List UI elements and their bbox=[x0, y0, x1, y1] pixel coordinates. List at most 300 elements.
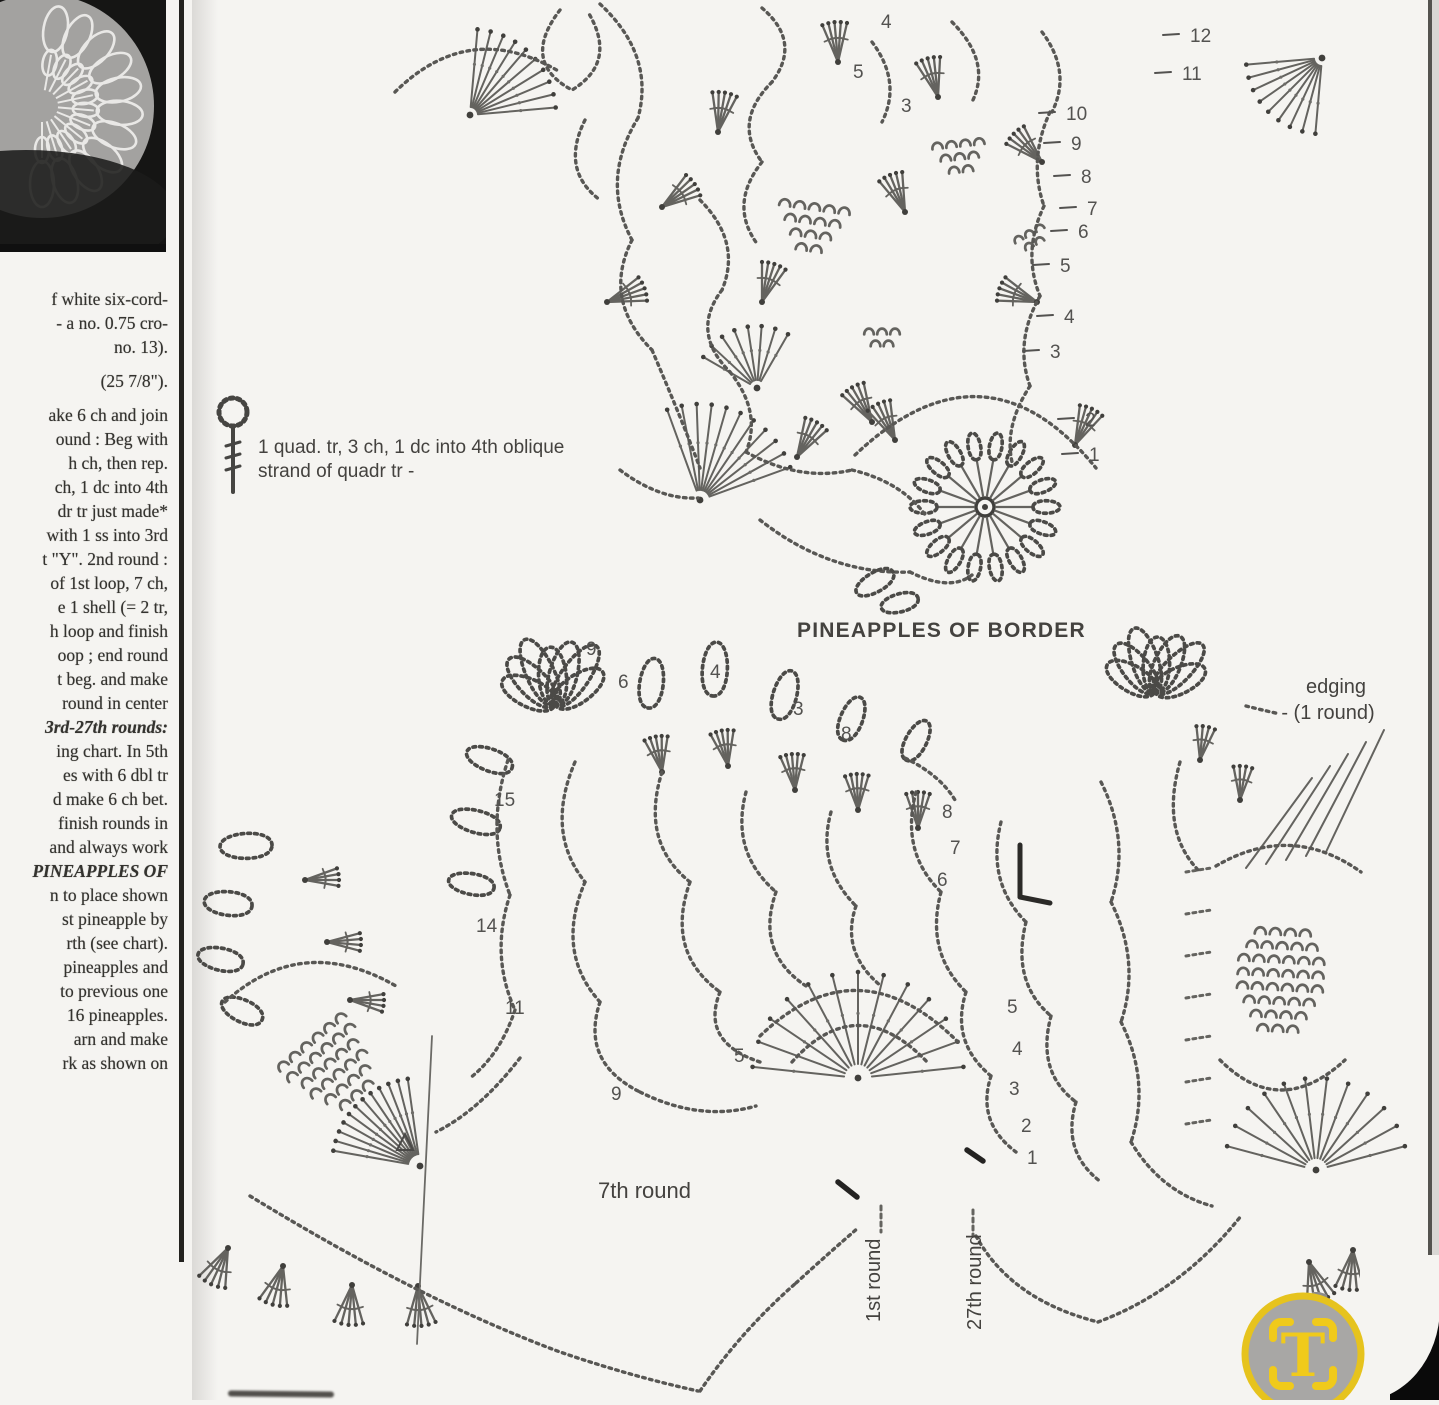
scanner-logo bbox=[1240, 1292, 1368, 1400]
magazine-text-line: ound : Beg with bbox=[0, 427, 168, 451]
stitch-dot bbox=[1334, 1116, 1337, 1119]
pineapple-scale bbox=[1272, 1025, 1283, 1032]
stitch-dot bbox=[375, 1133, 378, 1136]
stitch-dot bbox=[1403, 1144, 1408, 1149]
stitch-dot bbox=[475, 27, 480, 32]
round-number-label: 5 bbox=[1060, 256, 1071, 277]
stitch-dot bbox=[271, 1303, 275, 1307]
pineapple-scale bbox=[1261, 941, 1272, 948]
stitch-dot bbox=[792, 1070, 795, 1073]
pineapple-scale bbox=[1283, 956, 1294, 963]
pineapple-scale bbox=[357, 1063, 370, 1075]
flower-spoke bbox=[977, 460, 983, 496]
stitch-dot bbox=[892, 437, 898, 443]
pineapple-scale bbox=[296, 1060, 309, 1072]
pineapple-scale bbox=[342, 1022, 355, 1034]
pineapple-scale bbox=[319, 1041, 332, 1053]
stitch-dot bbox=[1319, 55, 1326, 62]
stitch-dot bbox=[1295, 1116, 1298, 1119]
stitch-dot bbox=[725, 763, 731, 769]
round-number-label: 7 bbox=[950, 838, 961, 859]
round-number-label: 11 bbox=[505, 998, 525, 1019]
stitch-dot bbox=[915, 825, 921, 831]
chain-stitch-arc bbox=[827, 812, 856, 906]
stitch-dot bbox=[377, 1086, 382, 1091]
stitch-dot bbox=[921, 1070, 924, 1073]
stitch-dot bbox=[726, 728, 730, 732]
round-number-label: 6 bbox=[1078, 222, 1089, 243]
stitch-dot bbox=[679, 403, 684, 408]
stitch-dot bbox=[802, 753, 806, 757]
stitch-dot bbox=[660, 734, 664, 738]
pineapple-scale bbox=[361, 1078, 374, 1090]
pineapple-scale bbox=[1253, 955, 1264, 962]
magazine-text-line: ch, 1 dc into 4th bbox=[0, 475, 168, 499]
long-spoke bbox=[1286, 754, 1348, 860]
stitch-dot bbox=[720, 334, 725, 339]
stitch-dot bbox=[396, 1079, 401, 1084]
pineapple-scale bbox=[884, 341, 894, 347]
stitch-dot bbox=[353, 1104, 358, 1109]
stitch-dot bbox=[997, 286, 1001, 290]
stitch-dot bbox=[745, 324, 750, 329]
treble-crossbar bbox=[407, 1308, 416, 1310]
stitch-dot bbox=[783, 268, 787, 272]
pineapple-scale bbox=[1285, 929, 1296, 936]
chain-dash bbox=[1186, 1078, 1211, 1082]
stitch-dot bbox=[1262, 1092, 1267, 1097]
pineapple-scale bbox=[346, 1073, 359, 1085]
pineapple-scale bbox=[1291, 943, 1302, 950]
stitch-dot bbox=[904, 792, 908, 796]
stitch-dot bbox=[1022, 124, 1026, 128]
round-number-label: 2 bbox=[1021, 1116, 1032, 1137]
pineapple-scale bbox=[871, 341, 881, 347]
stitch-dot bbox=[732, 728, 736, 732]
pineapple-scale bbox=[343, 1057, 356, 1069]
seventh-round-label: 7th round bbox=[598, 1178, 691, 1203]
stitch-dot bbox=[1251, 88, 1256, 93]
number-tick bbox=[1039, 112, 1055, 113]
stitch-dot bbox=[1004, 142, 1008, 146]
pineapple-scale bbox=[1252, 982, 1263, 989]
round-number-label: 1 bbox=[1089, 445, 1100, 466]
pineapple-scale bbox=[331, 1067, 344, 1079]
flower-spoke bbox=[940, 511, 975, 524]
stitch-dot bbox=[778, 264, 782, 268]
stitch-dot bbox=[642, 286, 646, 290]
round-number-label: 3 bbox=[1050, 342, 1061, 363]
stitch-dot bbox=[1207, 725, 1211, 729]
stitch-dot bbox=[1201, 724, 1205, 728]
stitch-dot bbox=[358, 949, 362, 953]
bold-start-mark bbox=[838, 1182, 857, 1197]
stitch-dot bbox=[488, 66, 491, 69]
stitch-dot bbox=[1316, 102, 1319, 105]
round-number-label: 9 bbox=[586, 639, 597, 660]
stitch-dot bbox=[730, 451, 733, 454]
stitch-dot bbox=[790, 752, 794, 756]
round-number-label: 9 bbox=[611, 1084, 622, 1105]
stitch-dot bbox=[1238, 764, 1242, 768]
pineapple-scale bbox=[310, 1030, 323, 1042]
pineapple-scale bbox=[276, 1059, 289, 1071]
pineapple-scale bbox=[1255, 927, 1266, 934]
scan-smudge bbox=[228, 1390, 334, 1397]
flower-petal bbox=[1021, 536, 1043, 556]
stitch-dot bbox=[855, 807, 861, 813]
stitch-dot bbox=[760, 260, 764, 264]
pineapple-scale bbox=[940, 154, 951, 161]
stitch-dot bbox=[553, 105, 558, 110]
flower-petal bbox=[1030, 520, 1056, 535]
stitch-dot bbox=[856, 1012, 859, 1015]
flower-petal bbox=[1030, 479, 1056, 494]
stitch-dot bbox=[766, 260, 770, 264]
chain-stitch-arc bbox=[792, 1025, 929, 1064]
stitch-dot bbox=[337, 1129, 342, 1134]
flower-spoke bbox=[995, 491, 1030, 504]
magazine-text-line: - a no. 0.75 cro- bbox=[0, 311, 168, 335]
chain-stitch-arc bbox=[640, 1092, 756, 1112]
stitch-dot bbox=[1237, 797, 1243, 803]
magazine-text-line: ing chart. In 5th bbox=[0, 739, 168, 763]
stitch-dot bbox=[341, 1120, 346, 1125]
stitch-dot bbox=[359, 937, 363, 941]
chain-stitch-arc bbox=[760, 520, 910, 572]
edging-label: edging bbox=[1306, 676, 1366, 698]
stitch-dot bbox=[729, 92, 733, 96]
stitch-dot bbox=[1333, 1284, 1337, 1288]
fan-spoke bbox=[761, 334, 788, 381]
stitch-dot bbox=[405, 1112, 408, 1115]
fan-spoke bbox=[682, 406, 698, 490]
flower-petal bbox=[946, 442, 964, 466]
stitch-dot bbox=[1368, 1154, 1371, 1157]
stitch-dot bbox=[1246, 75, 1251, 80]
magazine-text-line: arn and make bbox=[0, 1027, 168, 1051]
stitch-dot bbox=[796, 752, 800, 756]
stitch-dot bbox=[644, 292, 648, 296]
magazine-text-line: e 1 shell (= 2 tr, bbox=[0, 595, 168, 619]
pineapple-scale bbox=[810, 245, 822, 253]
chain-stitch-arc bbox=[1072, 1102, 1101, 1182]
stitch-dot bbox=[285, 1304, 289, 1308]
stitch-dot bbox=[488, 29, 493, 34]
pineapple-scale bbox=[954, 153, 965, 160]
stitch-dot bbox=[855, 1075, 862, 1082]
stitch-dot bbox=[754, 385, 761, 392]
stitch-dot bbox=[1303, 1076, 1308, 1081]
pineapple-scale bbox=[968, 151, 979, 158]
fan-spoke bbox=[697, 404, 700, 490]
flower-center-dot bbox=[982, 504, 988, 510]
stitch-dot bbox=[495, 70, 498, 73]
chain-stitch-arc bbox=[470, 1010, 515, 1078]
stitch-dot bbox=[1356, 1131, 1359, 1134]
flower-spoke bbox=[993, 476, 1021, 500]
stitch-dot bbox=[1039, 159, 1045, 165]
pineapple-scale bbox=[323, 1092, 336, 1104]
stitch-dot bbox=[914, 61, 918, 65]
stitch-dot bbox=[938, 55, 942, 59]
magazine-text-line: es with 6 dbl tr bbox=[0, 763, 168, 787]
magazine-text-line: f white six-cord- bbox=[0, 287, 168, 311]
pineapple-scale bbox=[864, 329, 874, 335]
chain-stitch-arc bbox=[700, 1283, 796, 1391]
stitch-dot bbox=[1233, 1124, 1238, 1129]
pineapple-scale bbox=[331, 1031, 344, 1043]
pineapple-scale bbox=[1295, 1012, 1306, 1019]
stitch-dot bbox=[882, 399, 886, 403]
number-tick bbox=[1023, 350, 1039, 351]
stitch-dot bbox=[902, 209, 908, 215]
stitch-dot bbox=[773, 439, 778, 444]
stitch-dot bbox=[876, 402, 880, 406]
stitch-dot bbox=[1309, 100, 1312, 103]
stitch-dot bbox=[507, 80, 510, 83]
stitch-dot bbox=[803, 416, 807, 420]
stitch-dot bbox=[832, 20, 836, 24]
stitch-dot bbox=[694, 402, 699, 407]
fan-spoke bbox=[1264, 1094, 1309, 1160]
chain-dash bbox=[1186, 952, 1211, 956]
stitch-dot bbox=[336, 872, 340, 876]
magazine-text-line: of 1st loop, 7 ch, bbox=[0, 571, 168, 595]
chain-stitch-arc bbox=[1173, 762, 1200, 872]
pineapple-scale bbox=[1304, 999, 1315, 1006]
pineapple-scale bbox=[1237, 981, 1248, 988]
pineapple-scale bbox=[1268, 969, 1279, 976]
stitch-dot bbox=[361, 1321, 365, 1325]
pineapple-scale bbox=[877, 329, 887, 335]
stitch-dot bbox=[473, 63, 476, 66]
pineapple-scale bbox=[322, 1056, 335, 1068]
stitch-dot bbox=[723, 91, 727, 95]
round-number-label: 9 bbox=[1071, 134, 1082, 155]
stitch-dot bbox=[359, 943, 363, 947]
pineapple-scale bbox=[334, 1082, 347, 1094]
chain-stitch-arc bbox=[682, 882, 720, 992]
stitch-dot bbox=[778, 755, 782, 759]
stitch-dot bbox=[393, 1117, 396, 1120]
pineapple-scale bbox=[1265, 1010, 1276, 1017]
stitch-dot bbox=[264, 1300, 268, 1304]
stitch-dot bbox=[1313, 1167, 1320, 1174]
stitch-dot bbox=[786, 332, 791, 337]
stitch-dot bbox=[411, 1111, 414, 1114]
number-tick bbox=[1051, 230, 1067, 231]
pineapple-scales bbox=[864, 329, 900, 347]
chain-stitch-arc bbox=[1098, 1216, 1241, 1322]
fan-spoke bbox=[476, 59, 535, 110]
stitch-dot bbox=[696, 441, 699, 444]
chain-stitch-arc bbox=[976, 1236, 1098, 1322]
stitch-dot bbox=[820, 23, 824, 27]
stitch-dot bbox=[1000, 281, 1004, 285]
flower-spoke bbox=[991, 517, 1010, 549]
round-number-label: 2 bbox=[1085, 410, 1096, 431]
stitch-dot bbox=[419, 1324, 423, 1328]
stitch-dot bbox=[815, 420, 819, 424]
stitch-dot bbox=[1346, 1082, 1351, 1087]
stitch-dot bbox=[850, 385, 854, 389]
pineapple-scale bbox=[796, 243, 808, 251]
pineapple-scale bbox=[946, 141, 957, 148]
stitch-dot bbox=[926, 56, 930, 60]
stitch-dot bbox=[871, 405, 875, 409]
flower-petal bbox=[968, 433, 981, 460]
stitch-dot bbox=[701, 355, 706, 360]
stitch-dot bbox=[845, 21, 849, 25]
pineapple-scale bbox=[1276, 942, 1287, 949]
stitch-dot bbox=[332, 1319, 336, 1323]
stitch-dot bbox=[367, 1149, 370, 1152]
round-number-label: 4 bbox=[1012, 1039, 1023, 1060]
stitch-dot bbox=[386, 1082, 391, 1087]
chain-stitch-arc bbox=[1032, 206, 1044, 296]
chain-stitch-arc bbox=[1010, 386, 1030, 462]
stitch-dot bbox=[720, 728, 724, 732]
treble-cluster-line bbox=[938, 57, 940, 97]
pineapple-scale bbox=[809, 203, 821, 211]
stitch-dot bbox=[872, 1014, 875, 1017]
stitch-dot bbox=[354, 1323, 358, 1327]
round-number-label: 8 bbox=[942, 802, 953, 823]
stitch-dot bbox=[927, 997, 932, 1002]
stitch-dot bbox=[887, 1019, 890, 1022]
stitch-dot bbox=[763, 427, 768, 432]
round-number-label: 5 bbox=[853, 62, 864, 83]
stitch-dot bbox=[922, 790, 926, 794]
picot-loop bbox=[220, 833, 272, 858]
stitch-dot bbox=[1257, 99, 1262, 104]
stitch-dot bbox=[881, 973, 886, 978]
fan-spoke bbox=[475, 50, 526, 109]
stitch-dot bbox=[467, 112, 474, 119]
first-round-label: 1st round bbox=[863, 1239, 885, 1322]
stitch-dot bbox=[501, 75, 504, 78]
pineapple-scale bbox=[1023, 229, 1033, 238]
pineapple-scale bbox=[285, 1070, 298, 1082]
round-number-label: 3 bbox=[1009, 1079, 1020, 1100]
pineapple-scale bbox=[932, 142, 943, 149]
stitch-dot bbox=[866, 409, 870, 413]
stitch-dot bbox=[709, 402, 714, 407]
stitch-dot bbox=[1283, 82, 1286, 85]
stitch-dot bbox=[648, 736, 652, 740]
chain-dash bbox=[1186, 910, 1211, 914]
magazine-text-line: and always work bbox=[0, 835, 168, 859]
chain-stitch-arc bbox=[1246, 706, 1280, 714]
pineapple-scale bbox=[1282, 984, 1293, 991]
chain-stitch-arc bbox=[1131, 1142, 1212, 1206]
flower-spoke bbox=[991, 465, 1010, 497]
stitch-dot bbox=[1213, 727, 1217, 731]
stitch-dot bbox=[360, 1097, 365, 1102]
stitch-dot bbox=[717, 90, 721, 94]
flower-petal bbox=[914, 520, 940, 535]
bold-start-mark bbox=[967, 1150, 983, 1161]
magazine-text-line: 16 pineapples. bbox=[0, 1003, 168, 1027]
stitch-dot bbox=[996, 292, 1000, 296]
pineapple-scale bbox=[322, 1021, 335, 1033]
magazine-text-line: h loop and finish bbox=[0, 619, 168, 643]
stitch-dot bbox=[737, 456, 740, 459]
pineapple-scale bbox=[960, 139, 971, 146]
stitch-dot bbox=[689, 177, 693, 181]
stitch-dot bbox=[1364, 1142, 1367, 1145]
number-tick bbox=[1163, 34, 1179, 35]
logo-letter: T bbox=[1281, 1321, 1326, 1391]
magazine-text-line: oop ; end round bbox=[0, 643, 168, 667]
stitch-dot bbox=[519, 109, 522, 112]
number-tick bbox=[1054, 175, 1070, 176]
stitch-dot bbox=[768, 1016, 773, 1021]
stitch-dot bbox=[369, 1143, 372, 1146]
magazine-text-line: (25 7/8"). bbox=[0, 369, 168, 393]
stitch-dot bbox=[1301, 98, 1304, 101]
edging-round-label: - (1 round) bbox=[1281, 702, 1374, 724]
round-number-label: 3 bbox=[901, 96, 912, 117]
stitch-dot bbox=[433, 1320, 437, 1324]
pineapple-scale bbox=[1034, 236, 1044, 245]
magazine-text-line: ake 6 ch and join bbox=[0, 403, 168, 427]
stitch-dot bbox=[792, 787, 798, 793]
stitch-dot bbox=[715, 129, 721, 135]
stitch-dot bbox=[905, 982, 910, 987]
pineapple-scale bbox=[1283, 970, 1294, 977]
stitch-dot bbox=[515, 94, 518, 97]
long-spoke bbox=[1306, 742, 1366, 856]
stitch-dot bbox=[738, 411, 743, 416]
picot-loop bbox=[902, 721, 930, 761]
flower-spoke bbox=[987, 518, 993, 554]
stitch-dot bbox=[735, 95, 739, 99]
round-number-label: 5 bbox=[1007, 997, 1018, 1018]
pineapple-scale bbox=[1300, 929, 1311, 936]
stitch-dot bbox=[1313, 131, 1318, 136]
stitch-dot bbox=[358, 931, 362, 935]
stitch-dot bbox=[1365, 1092, 1370, 1097]
stitch-dot bbox=[855, 772, 859, 776]
magazine-text-line: h ch, then rep. bbox=[0, 451, 168, 475]
stitch-dot bbox=[734, 355, 737, 358]
chain-stitch-arc bbox=[872, 42, 890, 122]
stitch-dot bbox=[372, 1138, 375, 1141]
fan-spoke bbox=[708, 441, 776, 494]
chain-stitch-arc bbox=[1047, 1016, 1076, 1102]
legend-quad-tr-symbol bbox=[219, 398, 247, 492]
stitch-dot bbox=[197, 1274, 201, 1278]
pineapple-scale bbox=[1250, 1010, 1261, 1017]
pineapple-scales bbox=[932, 138, 987, 175]
stitch-dot bbox=[794, 454, 800, 460]
stitch-dot bbox=[481, 64, 484, 67]
stitch-dot bbox=[412, 1324, 416, 1328]
chain-stitch-arc bbox=[1121, 1022, 1139, 1142]
round-number-label: 14 bbox=[476, 916, 498, 937]
pineapple-scale bbox=[345, 1037, 358, 1049]
pineapple-scale bbox=[288, 1050, 301, 1062]
chain-stitch-arc bbox=[573, 882, 600, 1002]
stitch-dot bbox=[604, 299, 610, 305]
number-tick bbox=[1060, 207, 1076, 208]
stitch-dot bbox=[803, 1040, 806, 1043]
pineapple-scale bbox=[799, 215, 811, 223]
stitch-dot bbox=[257, 1296, 261, 1300]
magazine-text-line: t "Y". 2nd round : bbox=[0, 547, 168, 571]
